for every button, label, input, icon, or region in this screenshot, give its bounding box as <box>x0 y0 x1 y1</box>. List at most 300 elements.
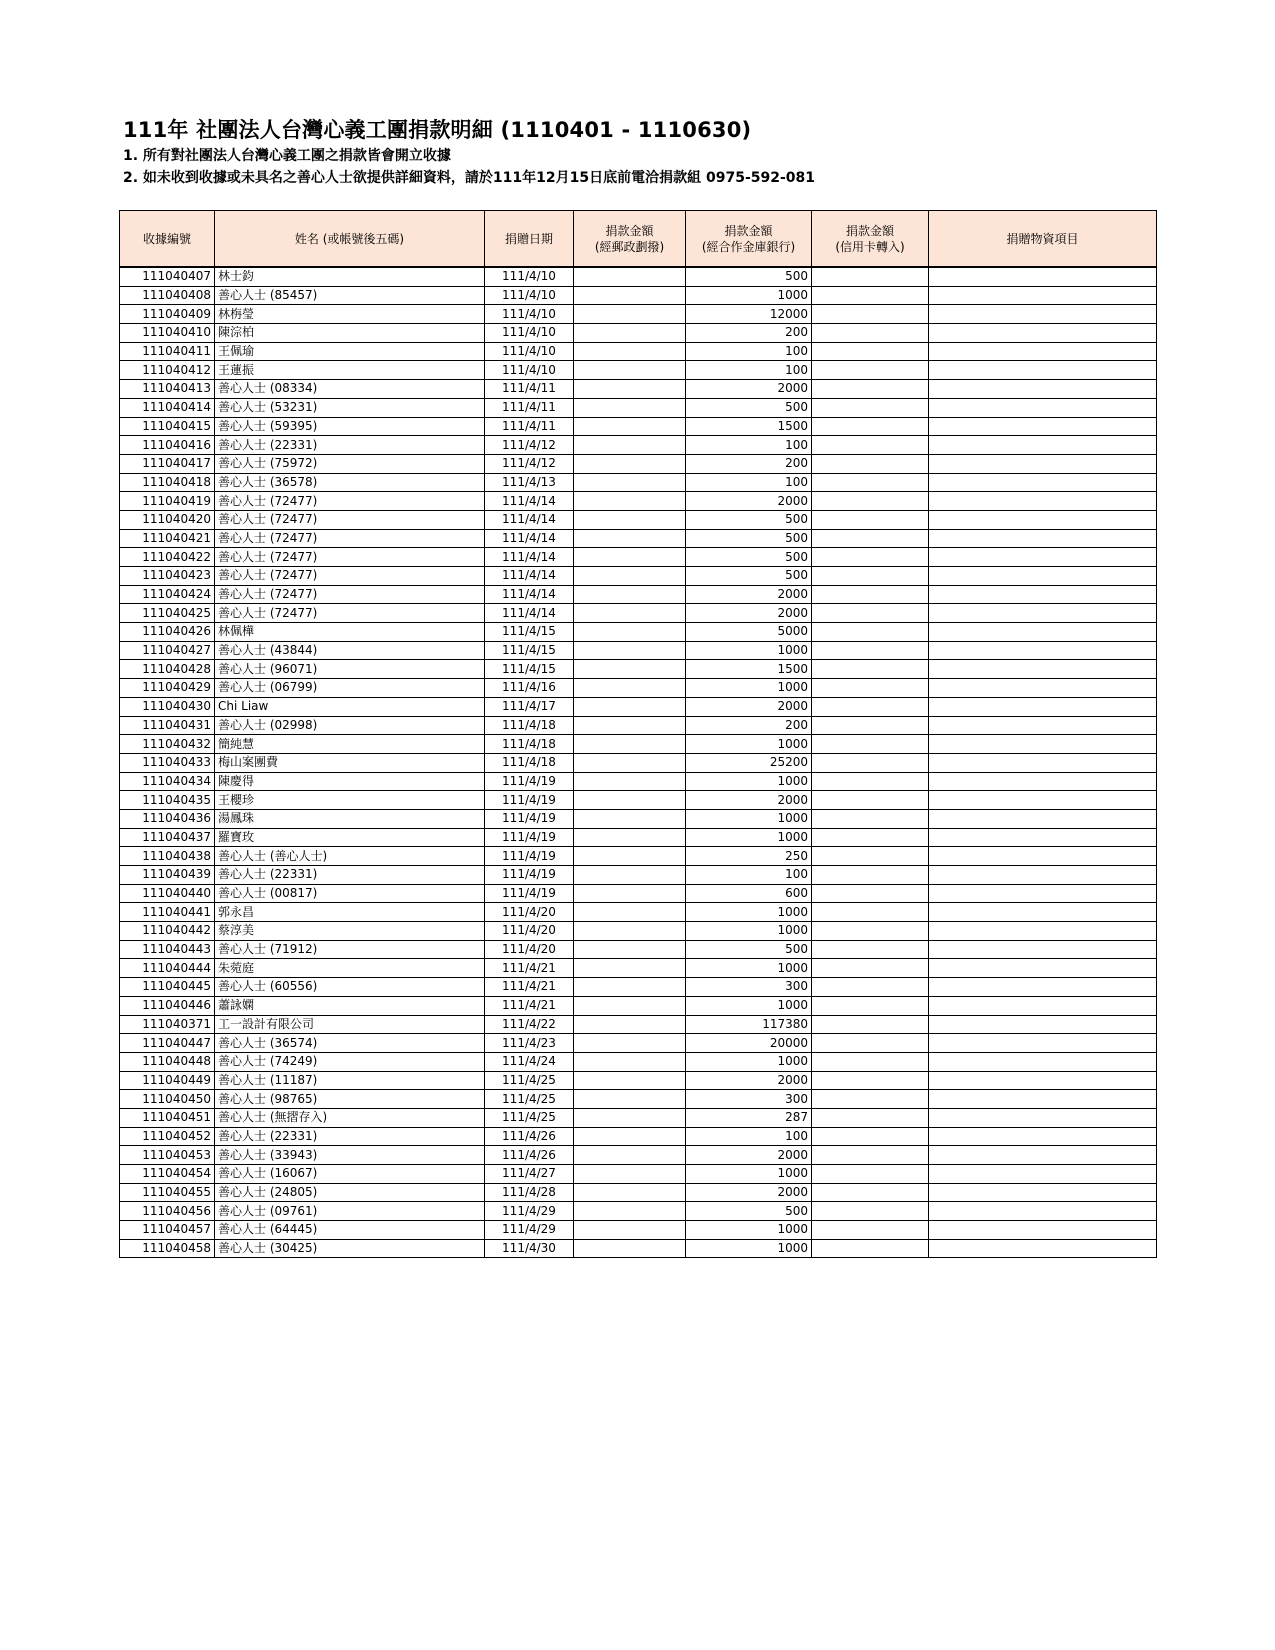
cell-amount-postal <box>574 1165 686 1184</box>
cell-receipt-no: 111040416 <box>120 436 215 455</box>
cell-receipt-no: 111040454 <box>120 1165 215 1184</box>
cell-receipt-no: 111040449 <box>120 1071 215 1090</box>
cell-receipt-no: 111040420 <box>120 510 215 529</box>
cell-name: 朱菀庭 <box>215 959 485 978</box>
cell-date: 111/4/27 <box>485 1165 574 1184</box>
cell-name: 郭永昌 <box>215 903 485 922</box>
cell-amount-credit <box>812 361 929 380</box>
cell-amount-postal <box>574 978 686 997</box>
cell-name: 善心人士 (72477) <box>215 548 485 567</box>
cell-receipt-no: 111040450 <box>120 1090 215 1109</box>
cell-amount-postal <box>574 866 686 885</box>
cell-amount-bank: 500 <box>686 567 812 586</box>
cell-amount-credit <box>812 436 929 455</box>
cell-name: 王佩瑜 <box>215 342 485 361</box>
cell-name: 善心人士 (30425) <box>215 1239 485 1258</box>
cell-amount-bank: 600 <box>686 884 812 903</box>
cell-receipt-no: 111040447 <box>120 1034 215 1053</box>
cell-date: 111/4/20 <box>485 940 574 959</box>
cell-date: 111/4/17 <box>485 697 574 716</box>
table-row <box>120 1108 1157 1127</box>
cell-name: 林佩樺 <box>215 623 485 642</box>
cell-amount-postal <box>574 660 686 679</box>
table-row <box>120 735 1157 754</box>
cell-goods <box>929 492 1157 511</box>
cell-receipt-no: 111040418 <box>120 473 215 492</box>
cell-amount-bank: 1000 <box>686 959 812 978</box>
cell-goods <box>929 473 1157 492</box>
cell-amount-credit <box>812 1015 929 1034</box>
cell-goods <box>929 847 1157 866</box>
cell-amount-credit <box>812 959 929 978</box>
cell-amount-postal <box>574 697 686 716</box>
cell-goods <box>929 660 1157 679</box>
cell-name: 善心人士 (98765) <box>215 1090 485 1109</box>
table-row <box>120 1034 1157 1053</box>
cell-amount-postal <box>574 1071 686 1090</box>
cell-receipt-no: 111040417 <box>120 454 215 473</box>
cell-date: 111/4/15 <box>485 623 574 642</box>
table-row <box>120 828 1157 847</box>
cell-goods <box>929 697 1157 716</box>
cell-amount-bank: 287 <box>686 1108 812 1127</box>
cell-goods <box>929 884 1157 903</box>
cell-receipt-no: 111040456 <box>120 1202 215 1221</box>
cell-amount-credit <box>812 1183 929 1202</box>
cell-date: 111/4/21 <box>485 959 574 978</box>
cell-goods <box>929 940 1157 959</box>
cell-date: 111/4/19 <box>485 772 574 791</box>
cell-amount-postal <box>574 623 686 642</box>
cell-amount-credit <box>812 510 929 529</box>
cell-date: 111/4/14 <box>485 567 574 586</box>
header-amount-postal <box>574 211 686 268</box>
cell-amount-bank: 500 <box>686 267 812 286</box>
table-row <box>120 473 1157 492</box>
cell-amount-credit <box>812 1127 929 1146</box>
cell-goods <box>929 1071 1157 1090</box>
cell-amount-credit <box>812 697 929 716</box>
table-row <box>120 548 1157 567</box>
table-row <box>120 641 1157 660</box>
cell-amount-postal <box>574 735 686 754</box>
table-row <box>120 1052 1157 1071</box>
cell-name: 善心人士 (60556) <box>215 978 485 997</box>
cell-amount-bank: 1000 <box>686 996 812 1015</box>
table-row <box>120 1146 1157 1165</box>
cell-name: 善心人士 (85457) <box>215 286 485 305</box>
cell-amount-credit <box>812 324 929 343</box>
cell-amount-bank: 100 <box>686 436 812 455</box>
cell-amount-credit <box>812 735 929 754</box>
cell-amount-bank: 100 <box>686 342 812 361</box>
cell-amount-postal <box>574 529 686 548</box>
cell-goods <box>929 978 1157 997</box>
cell-receipt-no: 111040409 <box>120 305 215 324</box>
cell-amount-credit <box>812 342 929 361</box>
cell-receipt-no: 111040440 <box>120 884 215 903</box>
cell-name: 善心人士 (59395) <box>215 417 485 436</box>
cell-amount-postal <box>574 716 686 735</box>
table-header-row <box>120 211 1157 268</box>
table-row <box>120 510 1157 529</box>
table-row <box>120 529 1157 548</box>
cell-date: 111/4/23 <box>485 1034 574 1053</box>
cell-date: 111/4/21 <box>485 978 574 997</box>
note-receipt: 1. 所有對社團法人台灣心義工團之捐款皆會開立收據 <box>123 148 451 164</box>
cell-goods <box>929 436 1157 455</box>
cell-amount-credit <box>812 940 929 959</box>
table-row <box>120 660 1157 679</box>
cell-date: 111/4/10 <box>485 286 574 305</box>
table-row <box>120 903 1157 922</box>
cell-date: 111/4/11 <box>485 398 574 417</box>
cell-name: 善心人士 (75972) <box>215 454 485 473</box>
cell-date: 111/4/10 <box>485 342 574 361</box>
cell-date: 111/4/19 <box>485 791 574 810</box>
cell-amount-postal <box>574 996 686 1015</box>
cell-amount-postal <box>574 1239 686 1258</box>
cell-date: 111/4/15 <box>485 641 574 660</box>
cell-amount-bank: 12000 <box>686 305 812 324</box>
cell-name: 善心人士 (53231) <box>215 398 485 417</box>
cell-amount-postal <box>574 567 686 586</box>
cell-amount-credit <box>812 903 929 922</box>
cell-date: 111/4/12 <box>485 436 574 455</box>
cell-amount-credit <box>812 398 929 417</box>
cell-goods <box>929 361 1157 380</box>
cell-date: 111/4/25 <box>485 1090 574 1109</box>
cell-goods <box>929 286 1157 305</box>
cell-amount-credit <box>812 978 929 997</box>
cell-date: 111/4/11 <box>485 380 574 399</box>
cell-amount-postal <box>574 959 686 978</box>
table-row <box>120 604 1157 623</box>
cell-date: 111/4/20 <box>485 903 574 922</box>
header-amount-bank-line1: 捐款金額 <box>724 223 773 238</box>
cell-date: 111/4/29 <box>485 1221 574 1240</box>
table-row <box>120 567 1157 586</box>
cell-date: 111/4/10 <box>485 305 574 324</box>
cell-amount-credit <box>812 1146 929 1165</box>
table-row <box>120 436 1157 455</box>
cell-name: 善心人士 (72477) <box>215 529 485 548</box>
header-goods: 捐贈物資項目 <box>929 211 1157 268</box>
header-name: 姓名 (或帳號後五碼) <box>215 211 485 268</box>
cell-amount-credit <box>812 679 929 698</box>
cell-date: 111/4/18 <box>485 735 574 754</box>
cell-receipt-no: 111040407 <box>120 267 215 286</box>
table-row <box>120 1202 1157 1221</box>
cell-amount-bank: 25200 <box>686 753 812 772</box>
cell-amount-credit <box>812 753 929 772</box>
table-row <box>120 305 1157 324</box>
cell-amount-postal <box>574 604 686 623</box>
cell-name: 善心人士 (36574) <box>215 1034 485 1053</box>
cell-amount-bank: 100 <box>686 866 812 885</box>
table-row <box>120 847 1157 866</box>
cell-name: 善心人士 (96071) <box>215 660 485 679</box>
table-row <box>120 940 1157 959</box>
cell-receipt-no: 111040428 <box>120 660 215 679</box>
cell-goods <box>929 641 1157 660</box>
cell-amount-postal <box>574 641 686 660</box>
cell-date: 111/4/14 <box>485 585 574 604</box>
cell-amount-postal <box>574 1202 686 1221</box>
cell-name: 羅寶玫 <box>215 828 485 847</box>
header-amount-postal-line2: (經郵政劃撥) <box>594 239 665 254</box>
cell-date: 111/4/14 <box>485 548 574 567</box>
cell-amount-credit <box>812 548 929 567</box>
cell-amount-bank: 1000 <box>686 903 812 922</box>
cell-name: 王櫻珍 <box>215 791 485 810</box>
cell-goods <box>929 1221 1157 1240</box>
cell-amount-postal <box>574 1034 686 1053</box>
cell-amount-bank: 200 <box>686 324 812 343</box>
cell-amount-postal <box>574 398 686 417</box>
header-amount-bank <box>686 211 812 268</box>
cell-date: 111/4/25 <box>485 1108 574 1127</box>
cell-amount-postal <box>574 884 686 903</box>
cell-goods <box>929 959 1157 978</box>
cell-amount-bank: 2000 <box>686 585 812 604</box>
cell-goods <box>929 267 1157 286</box>
cell-date: 111/4/24 <box>485 1052 574 1071</box>
cell-amount-credit <box>812 1108 929 1127</box>
cell-amount-bank: 1000 <box>686 735 812 754</box>
cell-goods <box>929 585 1157 604</box>
cell-date: 111/4/19 <box>485 828 574 847</box>
table-row <box>120 959 1157 978</box>
cell-amount-postal <box>574 585 686 604</box>
cell-receipt-no: 111040441 <box>120 903 215 922</box>
cell-receipt-no: 111040412 <box>120 361 215 380</box>
cell-date: 111/4/12 <box>485 454 574 473</box>
cell-date: 111/4/19 <box>485 866 574 885</box>
cell-name: 善心人士 (11187) <box>215 1071 485 1090</box>
cell-goods <box>929 454 1157 473</box>
cell-amount-credit <box>812 660 929 679</box>
cell-goods <box>929 604 1157 623</box>
cell-name: 陳慶得 <box>215 772 485 791</box>
cell-receipt-no: 111040432 <box>120 735 215 754</box>
cell-goods <box>929 510 1157 529</box>
cell-goods <box>929 922 1157 941</box>
cell-amount-postal <box>574 454 686 473</box>
cell-name: 善心人士 (06799) <box>215 679 485 698</box>
cell-date: 111/4/18 <box>485 753 574 772</box>
cell-amount-credit <box>812 1071 929 1090</box>
cell-amount-bank: 1000 <box>686 772 812 791</box>
cell-receipt-no: 111040408 <box>120 286 215 305</box>
cell-name: 善心人士 (善心人士) <box>215 847 485 866</box>
cell-name: 陳淙柏 <box>215 324 485 343</box>
cell-name: 善心人士 (16067) <box>215 1165 485 1184</box>
cell-amount-bank: 2000 <box>686 1146 812 1165</box>
cell-amount-credit <box>812 1221 929 1240</box>
cell-amount-bank: 100 <box>686 1127 812 1146</box>
cell-date: 111/4/21 <box>485 996 574 1015</box>
cell-amount-credit <box>812 567 929 586</box>
cell-goods <box>929 380 1157 399</box>
cell-amount-credit <box>812 791 929 810</box>
cell-date: 111/4/11 <box>485 417 574 436</box>
cell-date: 111/4/19 <box>485 884 574 903</box>
cell-receipt-no: 111040427 <box>120 641 215 660</box>
cell-amount-postal <box>574 267 686 286</box>
cell-goods <box>929 679 1157 698</box>
cell-name: 善心人士 (無摺存入) <box>215 1108 485 1127</box>
cell-amount-postal <box>574 679 686 698</box>
cell-amount-bank: 1000 <box>686 286 812 305</box>
cell-name: 善心人士 (22331) <box>215 436 485 455</box>
cell-goods <box>929 324 1157 343</box>
cell-goods <box>929 1165 1157 1184</box>
cell-goods <box>929 529 1157 548</box>
cell-amount-bank: 1000 <box>686 828 812 847</box>
cell-amount-credit <box>812 828 929 847</box>
cell-amount-bank: 1000 <box>686 1221 812 1240</box>
cell-goods <box>929 1239 1157 1258</box>
cell-goods <box>929 305 1157 324</box>
cell-amount-bank: 500 <box>686 548 812 567</box>
cell-amount-bank: 100 <box>686 473 812 492</box>
cell-goods <box>929 753 1157 772</box>
cell-amount-credit <box>812 847 929 866</box>
cell-amount-credit <box>812 473 929 492</box>
cell-receipt-no: 111040445 <box>120 978 215 997</box>
cell-date: 111/4/18 <box>485 716 574 735</box>
cell-receipt-no: 111040429 <box>120 679 215 698</box>
cell-amount-credit <box>812 380 929 399</box>
header-amount-postal-line1: 捐款金額 <box>605 223 654 238</box>
cell-receipt-no: 111040414 <box>120 398 215 417</box>
cell-name: 善心人士 (72477) <box>215 585 485 604</box>
cell-amount-postal <box>574 1052 686 1071</box>
cell-date: 111/4/26 <box>485 1146 574 1165</box>
cell-receipt-no: 111040419 <box>120 492 215 511</box>
cell-amount-postal <box>574 772 686 791</box>
cell-amount-credit <box>812 417 929 436</box>
cell-goods <box>929 903 1157 922</box>
cell-receipt-no: 111040457 <box>120 1221 215 1240</box>
cell-name: 善心人士 (24805) <box>215 1183 485 1202</box>
cell-name: 蕭詠嫻 <box>215 996 485 1015</box>
cell-date: 111/4/16 <box>485 679 574 698</box>
cell-date: 111/4/26 <box>485 1127 574 1146</box>
cell-amount-postal <box>574 548 686 567</box>
cell-amount-postal <box>574 492 686 511</box>
cell-receipt-no: 111040422 <box>120 548 215 567</box>
cell-amount-bank: 500 <box>686 940 812 959</box>
cell-amount-postal <box>574 1090 686 1109</box>
table-row <box>120 679 1157 698</box>
cell-goods <box>929 1202 1157 1221</box>
cell-amount-credit <box>812 866 929 885</box>
cell-amount-credit <box>812 286 929 305</box>
cell-receipt-no: 111040411 <box>120 342 215 361</box>
cell-date: 111/4/14 <box>485 510 574 529</box>
cell-amount-credit <box>812 1202 929 1221</box>
cell-name: 善心人士 (22331) <box>215 1127 485 1146</box>
cell-amount-bank: 2000 <box>686 380 812 399</box>
cell-amount-postal <box>574 753 686 772</box>
table-row <box>120 398 1157 417</box>
cell-amount-credit <box>812 772 929 791</box>
cell-amount-postal <box>574 847 686 866</box>
cell-amount-credit <box>812 267 929 286</box>
cell-name: 善心人士 (09761) <box>215 1202 485 1221</box>
cell-amount-bank: 500 <box>686 510 812 529</box>
table-row <box>120 361 1157 380</box>
cell-amount-credit <box>812 529 929 548</box>
table-row <box>120 324 1157 343</box>
cell-name: 善心人士 (64445) <box>215 1221 485 1240</box>
table-row <box>120 623 1157 642</box>
cell-amount-credit <box>812 1034 929 1053</box>
cell-amount-postal <box>574 809 686 828</box>
cell-amount-bank: 2000 <box>686 492 812 511</box>
cell-receipt-no: 111040448 <box>120 1052 215 1071</box>
cell-amount-postal <box>574 324 686 343</box>
cell-date: 111/4/13 <box>485 473 574 492</box>
cell-amount-credit <box>812 809 929 828</box>
cell-name: 善心人士 (00817) <box>215 884 485 903</box>
cell-amount-credit <box>812 492 929 511</box>
table-row <box>120 1015 1157 1034</box>
cell-receipt-no: 111040410 <box>120 324 215 343</box>
cell-receipt-no: 111040446 <box>120 996 215 1015</box>
note-contact: 2. 如未收到收據或未具名之善心人士欲提供詳細資料，請於111年12月15日底前電洽捐款組 0975-592-081 <box>123 170 816 186</box>
cell-amount-postal <box>574 1127 686 1146</box>
cell-goods <box>929 567 1157 586</box>
cell-receipt-no: 111040444 <box>120 959 215 978</box>
table-row <box>120 1165 1157 1184</box>
cell-date: 111/4/14 <box>485 492 574 511</box>
cell-goods <box>929 735 1157 754</box>
table-row <box>120 267 1157 286</box>
cell-name: 簡純慧 <box>215 735 485 754</box>
cell-date: 111/4/25 <box>485 1071 574 1090</box>
cell-goods <box>929 1090 1157 1109</box>
cell-date: 111/4/19 <box>485 847 574 866</box>
cell-amount-bank: 1000 <box>686 1052 812 1071</box>
cell-receipt-no: 111040442 <box>120 922 215 941</box>
cell-name: 善心人士 (22331) <box>215 866 485 885</box>
cell-receipt-no: 111040413 <box>120 380 215 399</box>
cell-receipt-no: 111040443 <box>120 940 215 959</box>
cell-amount-bank: 300 <box>686 1090 812 1109</box>
cell-amount-postal <box>574 436 686 455</box>
cell-amount-credit <box>812 1239 929 1258</box>
cell-goods <box>929 809 1157 828</box>
cell-date: 111/4/19 <box>485 809 574 828</box>
page-title: 111年 社團法人台灣心義工團捐款明細 (1110401 - 1110630) <box>123 118 752 142</box>
cell-amount-postal <box>574 473 686 492</box>
table-row <box>120 417 1157 436</box>
cell-amount-credit <box>812 623 929 642</box>
cell-receipt-no: 111040423 <box>120 567 215 586</box>
cell-goods <box>929 623 1157 642</box>
cell-amount-credit <box>812 1165 929 1184</box>
cell-name: 善心人士 (02998) <box>215 716 485 735</box>
cell-receipt-no: 111040451 <box>120 1108 215 1127</box>
cell-name: 林士鈞 <box>215 267 485 286</box>
cell-amount-bank: 2000 <box>686 604 812 623</box>
table-row <box>120 697 1157 716</box>
cell-receipt-no: 111040431 <box>120 716 215 735</box>
cell-amount-bank: 2000 <box>686 791 812 810</box>
